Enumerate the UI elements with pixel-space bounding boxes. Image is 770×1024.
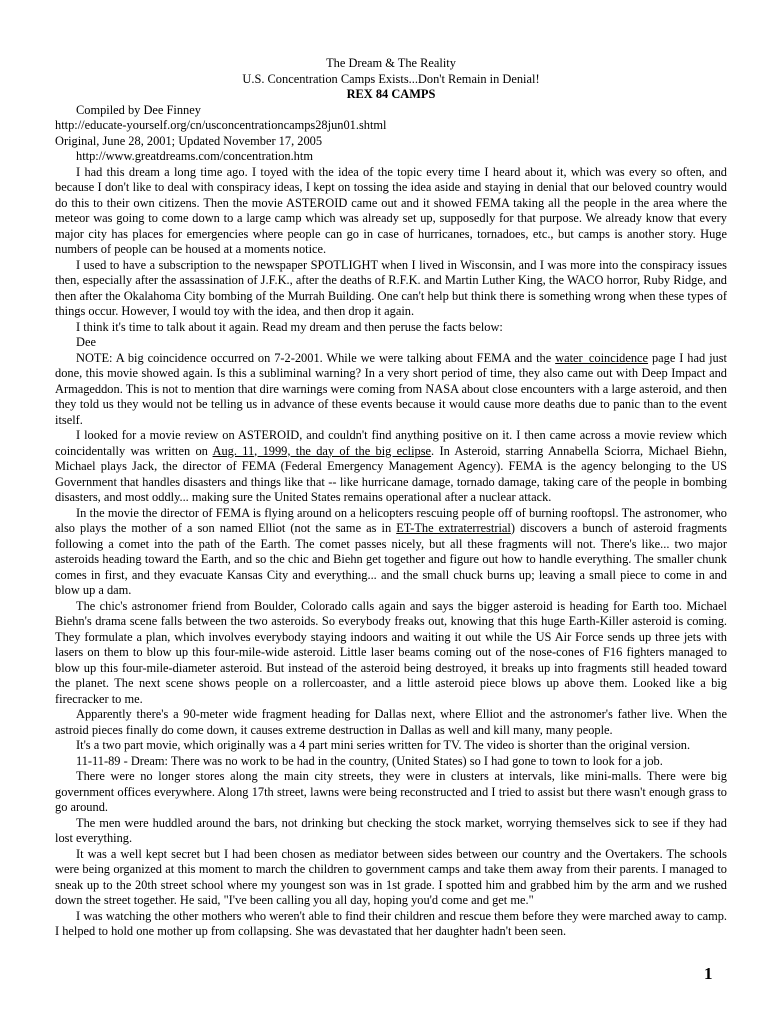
document-dates: Original, June 28, 2001; Updated November 17, 2005 bbox=[55, 133, 323, 148]
paragraph-8: Apparently there's a 90-meter wide fragment heading for Dallas next, where Elliot and the astronomer's father live. When the astroid pieces finally do come down, it causes extreme destruction in Dallas as well and kill many, many people. bbox=[55, 707, 727, 737]
page-number: 1 bbox=[704, 964, 713, 983]
paragraph-3: I think it's time to talk about it again. Read my dream and then peruse the facts below: bbox=[76, 319, 503, 334]
signature: Dee bbox=[76, 335, 96, 349]
review-text-b: . In Asteroid, starring Annabella Sciorra, Michael Biehn, Michael plays Jack, the director of FEMA (Federal Emergency Management Agency). FEMA is the agency belonging to the US Government that handles disasters and things like that -- like hurricane damage, tornado damage, taking care of the people in bombing disasters, and most oddly... making sure the United States remains operational after a nuclear attack. bbox=[55, 443, 727, 504]
paragraph-note bbox=[55, 351, 727, 429]
paragraph-review bbox=[55, 428, 727, 506]
paragraph-12: The men were huddled around the bars, not drinking but checking the stock market, worrying themselves sick to see if they had lost everything. bbox=[55, 815, 727, 845]
movie-text-a: In the movie the director of FEMA is flying around on a helicopters rescuing people off of burning rooftopsl. The astronomer, who also plays the mother of a son named Elliot (not the same as in bbox=[55, 505, 727, 535]
document-heading: REX 84 CAMPS bbox=[346, 87, 436, 101]
paragraph-13: It was a well kept secret but I had been chosen as mediator between sides between our country and the Overtakers. The schools were being organized at this moment to march the children to government camps and take them away from their parents. I managed to sneak up to the 20th street school where my youngest son was in 1st grade. I spotted him and grabbed him by the arm and we rushed down the street together. He said, "I've been calling you all day, hoping you'd come and get me." bbox=[55, 846, 727, 907]
paragraph-14: I was watching the other mothers who weren't able to find their children and rescue them before they were marched away to camp. I helped to hold one mother up from collapsing. She was devastated that her daughter hadn't been seen. bbox=[55, 908, 727, 938]
water-coincidence-link[interactable]: water_coincidence bbox=[555, 350, 649, 365]
movie-text-b: ) discovers a bunch of asteroid fragments following a comet into the path of the Earth. The comet passes nicely, but all these fragments will not. There's like... two major asteroids heading toward the Earth, and so the chic and Biehn get together and figure out how to handle everything. The smaller chunk comes in first, and they evacuate Kansas City and everything... and the small chuck burns up; leaving a small piece to come in and blow up a dam. bbox=[55, 521, 727, 597]
note-text-b: page I had just done, this movie showed again. Is this a subliminal warning? In a very short period of time, they also came out with Deep Impact and Armageddon. This is not to mention that dire warnings were coming from NASA about close encounters with a large asteroid, and then they told us they would not be telling us in advance of these events because it would cause more deaths due to panic than to the event itself. bbox=[55, 350, 727, 427]
et-extraterrestrial-link[interactable]: ET-The extraterrestrial bbox=[396, 521, 511, 535]
source-url-1: http://educate-yourself.org/cn/usconcentrationcamps28jun01.shtml bbox=[55, 118, 387, 132]
paragraph-9: It's a two part movie, which originally was a 4 part mini series written for TV. The video is shorter than the original version. bbox=[76, 738, 691, 752]
paragraph-11: There were no longer stores along the main city streets, they were in clusters at intervals, like mini-malls. There were big government offices everywhere. Along 17th street, lawns were being reconstructed and I tried to assist but there wasn't enough grass to go around. bbox=[55, 769, 727, 814]
source-url-2: http://www.greatdreams.com/concentration.htm bbox=[76, 149, 313, 163]
document-title: The Dream & The Reality bbox=[326, 56, 456, 70]
paragraph-10: 11-11-89 - Dream: There was no work to be had in the country, (United States) so I had gone to town to look for a job. bbox=[76, 753, 663, 768]
paragraph-2: I used to have a subscription to the newspaper SPOTLIGHT when I lived in Wisconsin, and I was more into the conspiracy issues then, especially after the assassination of J.F.K., after the deaths of R.F.K. and Martin Luther King, the WACO horror, Ruby Ridge, and then after the Okalahoma City bombing of the Murrah Building. One can't help but think there is something wrong when these types of things occur. However, I would toy with the idea, and then drop it again. bbox=[55, 257, 727, 318]
compiled-by: Compiled by Dee Finney bbox=[76, 102, 201, 117]
paragraph-movie bbox=[55, 506, 727, 599]
eclipse-date-link[interactable]: Aug. 11, 1999, the day of the big eclipse bbox=[212, 443, 432, 458]
document-header bbox=[55, 56, 727, 103]
note-text-a: NOTE: A big coincidence occurred on 7-2-2001. While we were talking about FEMA and the bbox=[76, 350, 556, 365]
document-page bbox=[55, 56, 727, 940]
paragraph-1: I had this dream a long time ago. I toyed with the idea of the topic every time I heard about it, which was every so often, and because I don't like to deal with conspiracy ideas, I kept on tossing the idea aside and staying in denial that our beloved country would do this to their own citizens. Then the movie ASTEROID came out and it showed FEMA taking all the people in the area where the meteor was going to come down to a large camp which was already set up, supposedly for that purpose. We already know that every major city has places for emergencies where people can go in case of hurricanes, tornadoes, etc., but camps is another story. Huge numbers of people can be housed at a moments notice. bbox=[55, 164, 727, 256]
document-subtitle: U.S. Concentration Camps Exists...Don't Remain in Denial! bbox=[242, 71, 540, 86]
paragraph-7: The chic's astronomer friend from Boulder, Colorado calls again and says the bigger asteroid is heading for Earth too. Michael Biehn's drama scene falls between the two asteroids. So everybody freaks out, knowing that this huge Earth-Killer asteroid is coming. They formulate a plan, which involves everybody staying indoors and waiting it out while the US Air Force sends up three jets with lasers on them to blow up this four-mile-wide asteroid. Little laser beams coming out of the nose-cones of F16 fighters managed to blow up this four-mile-diameter asteroid. But instead of the asteroid being destroyed, it breaks up into fragments still headed toward the planet. The next scene shows people on a rollercoaster, and a little asteroid piece blows up above them. Looked like a big firecracker to me. bbox=[55, 598, 727, 706]
review-text-a: I looked for a movie review on ASTEROID, and couldn't find anything positive on it. I then came across a movie review which coincidentally was written on bbox=[55, 428, 727, 458]
